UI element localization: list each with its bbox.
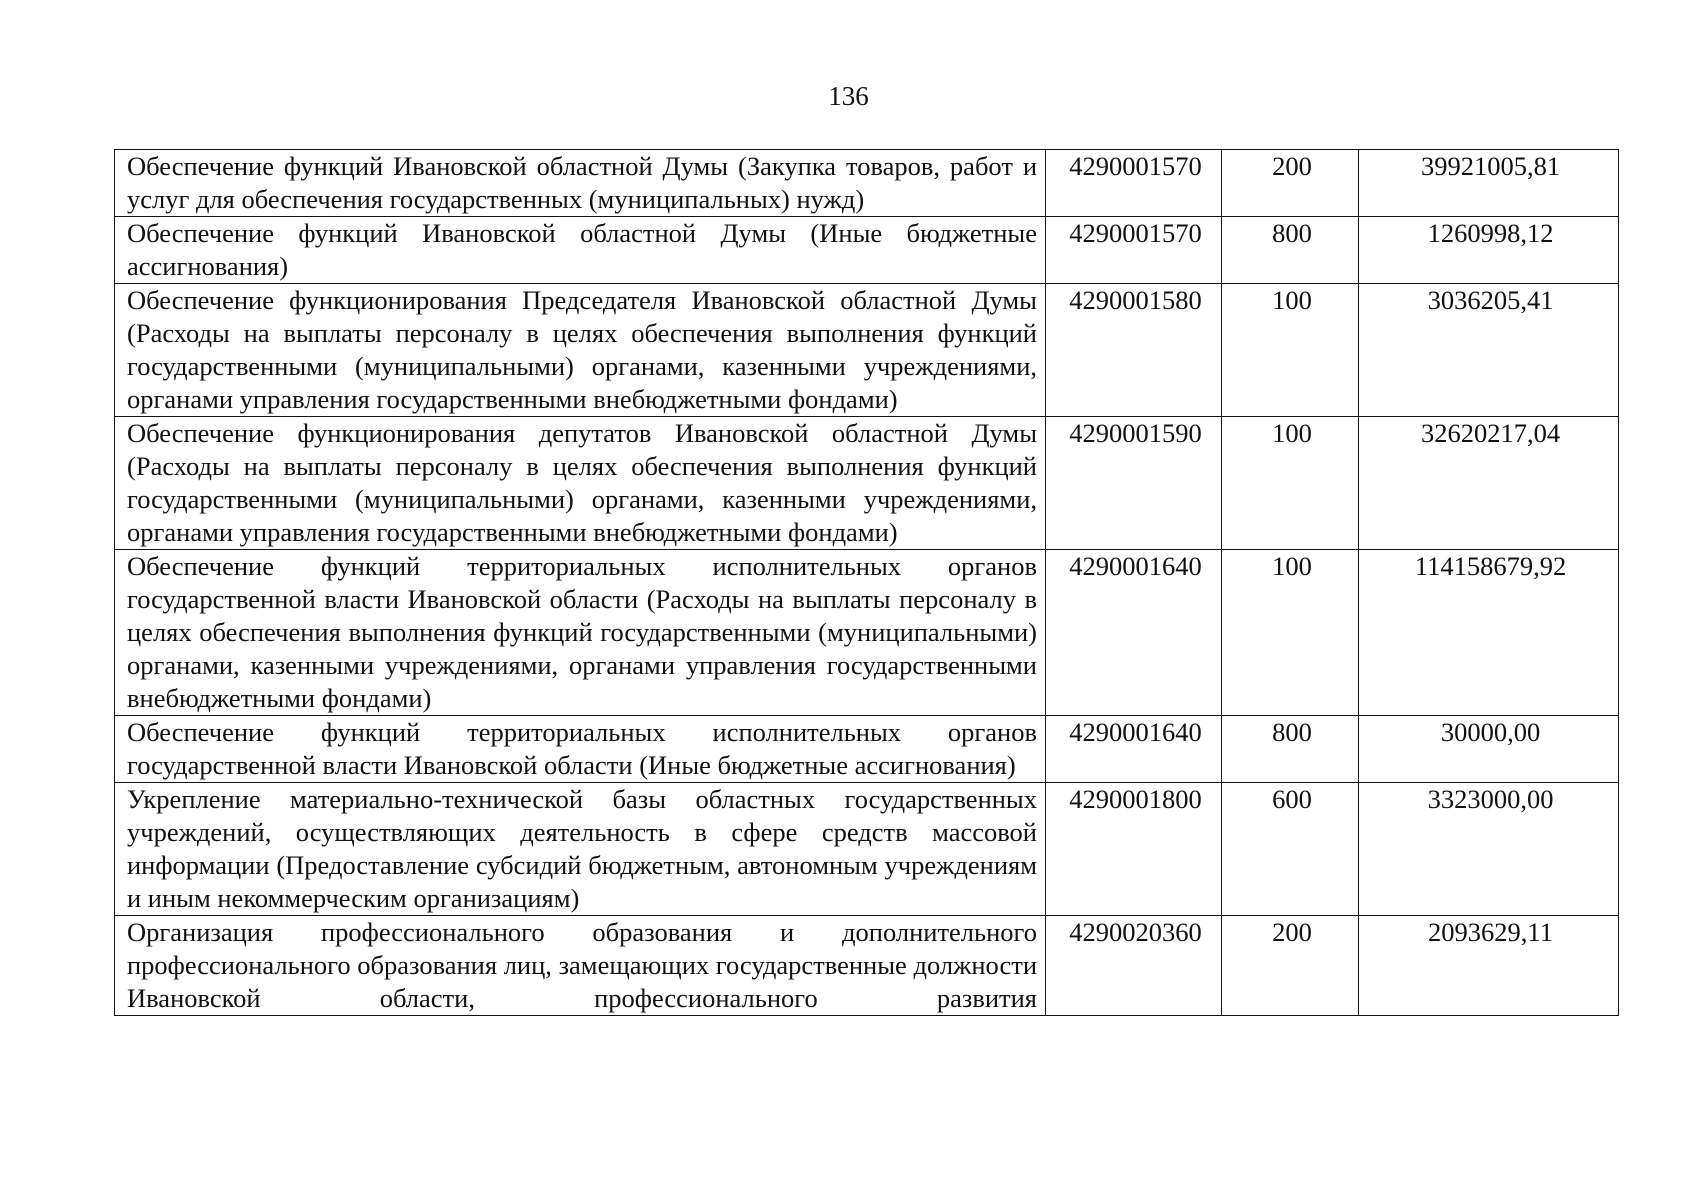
table-row xyxy=(115,217,1619,284)
amount-cell: 1260998,12 xyxy=(1359,217,1619,284)
target-article-code-cell: 4290001570 xyxy=(1046,217,1222,284)
expense-type-cell: 200 xyxy=(1222,916,1359,1016)
expense-name-cell: Обеспечение функций Ивановской областной Думы (Закупка товаров, работ и услуг для обеспечения государственных (муниципальных) нужд) xyxy=(115,150,1046,217)
table-row xyxy=(115,150,1619,217)
page-number: 136 xyxy=(828,81,869,111)
amount-cell: 2093629,11 xyxy=(1359,916,1619,1016)
amount-cell: 30000,00 xyxy=(1359,716,1619,783)
budget-table xyxy=(114,149,1619,1016)
amount-cell: 32620217,04 xyxy=(1359,417,1619,550)
expense-name-cell: Организация профессионального образования и дополнительного профессионального образования лиц, замещающих государственные должности Ивановской области, профессионального развития xyxy=(115,916,1046,1016)
expense-name-cell: Обеспечение функций территориальных исполнительных органов государственной власти Ивановской области (Иные бюджетные ассигнования) xyxy=(115,716,1046,783)
amount-cell: 3323000,00 xyxy=(1359,783,1619,916)
expense-type-cell: 100 xyxy=(1222,284,1359,417)
expense-type-cell: 800 xyxy=(1222,217,1359,284)
table-row xyxy=(115,916,1619,1016)
target-article-code-cell: 4290001580 xyxy=(1046,284,1222,417)
expense-name-cell: Обеспечение функций Ивановской областной Думы (Иные бюджетные ассигнования) xyxy=(115,217,1046,284)
target-article-code-cell: 4290020360 xyxy=(1046,916,1222,1016)
amount-cell: 3036205,41 xyxy=(1359,284,1619,417)
table-row xyxy=(115,284,1619,417)
target-article-code-cell: 4290001570 xyxy=(1046,150,1222,217)
expense-type-cell: 100 xyxy=(1222,550,1359,716)
target-article-code-cell: 4290001640 xyxy=(1046,716,1222,783)
expense-name-cell: Обеспечение функционирования депутатов Ивановской областной Думы (Расходы на выплаты персоналу в целях обеспечения выполнения функций государственными (муниципальными) органами, казенными учреждениями, органами управления государственными внебюджетными фондами) xyxy=(115,417,1046,550)
table-row xyxy=(115,417,1619,550)
table-row xyxy=(115,550,1619,716)
expense-name-cell: Обеспечение функций территориальных исполнительных органов государственной власти Ивановской области (Расходы на выплаты персоналу в целях обеспечения выполнения функций государственными (муниципальными) органами, казенными учреждениями, органами управления государственными внебюджетными фондами) xyxy=(115,550,1046,716)
expense-type-cell: 600 xyxy=(1222,783,1359,916)
expense-type-cell: 800 xyxy=(1222,716,1359,783)
amount-cell: 114158679,92 xyxy=(1359,550,1619,716)
expense-type-cell: 200 xyxy=(1222,150,1359,217)
target-article-code-cell: 4290001590 xyxy=(1046,417,1222,550)
table-row xyxy=(115,716,1619,783)
expense-type-cell: 100 xyxy=(1222,417,1359,550)
target-article-code-cell: 4290001800 xyxy=(1046,783,1222,916)
expense-name-cell: Обеспечение функционирования Председателя Ивановской областной Думы (Расходы на выплаты персоналу в целях обеспечения выполнения функций государственными (муниципальными) органами, казенными учреждениями, органами управления государственными внебюджетными фондами) xyxy=(115,284,1046,417)
amount-cell: 39921005,81 xyxy=(1359,150,1619,217)
target-article-code-cell: 4290001640 xyxy=(1046,550,1222,716)
table-row xyxy=(115,783,1619,916)
expense-name-cell: Укрепление материально-технической базы областных государственных учреждений, осуществляющих деятельность в сфере средств массовой информации (Предоставление субсидий бюджетным, автономным учреждениям и иным некоммерческим организациям) xyxy=(115,783,1046,916)
